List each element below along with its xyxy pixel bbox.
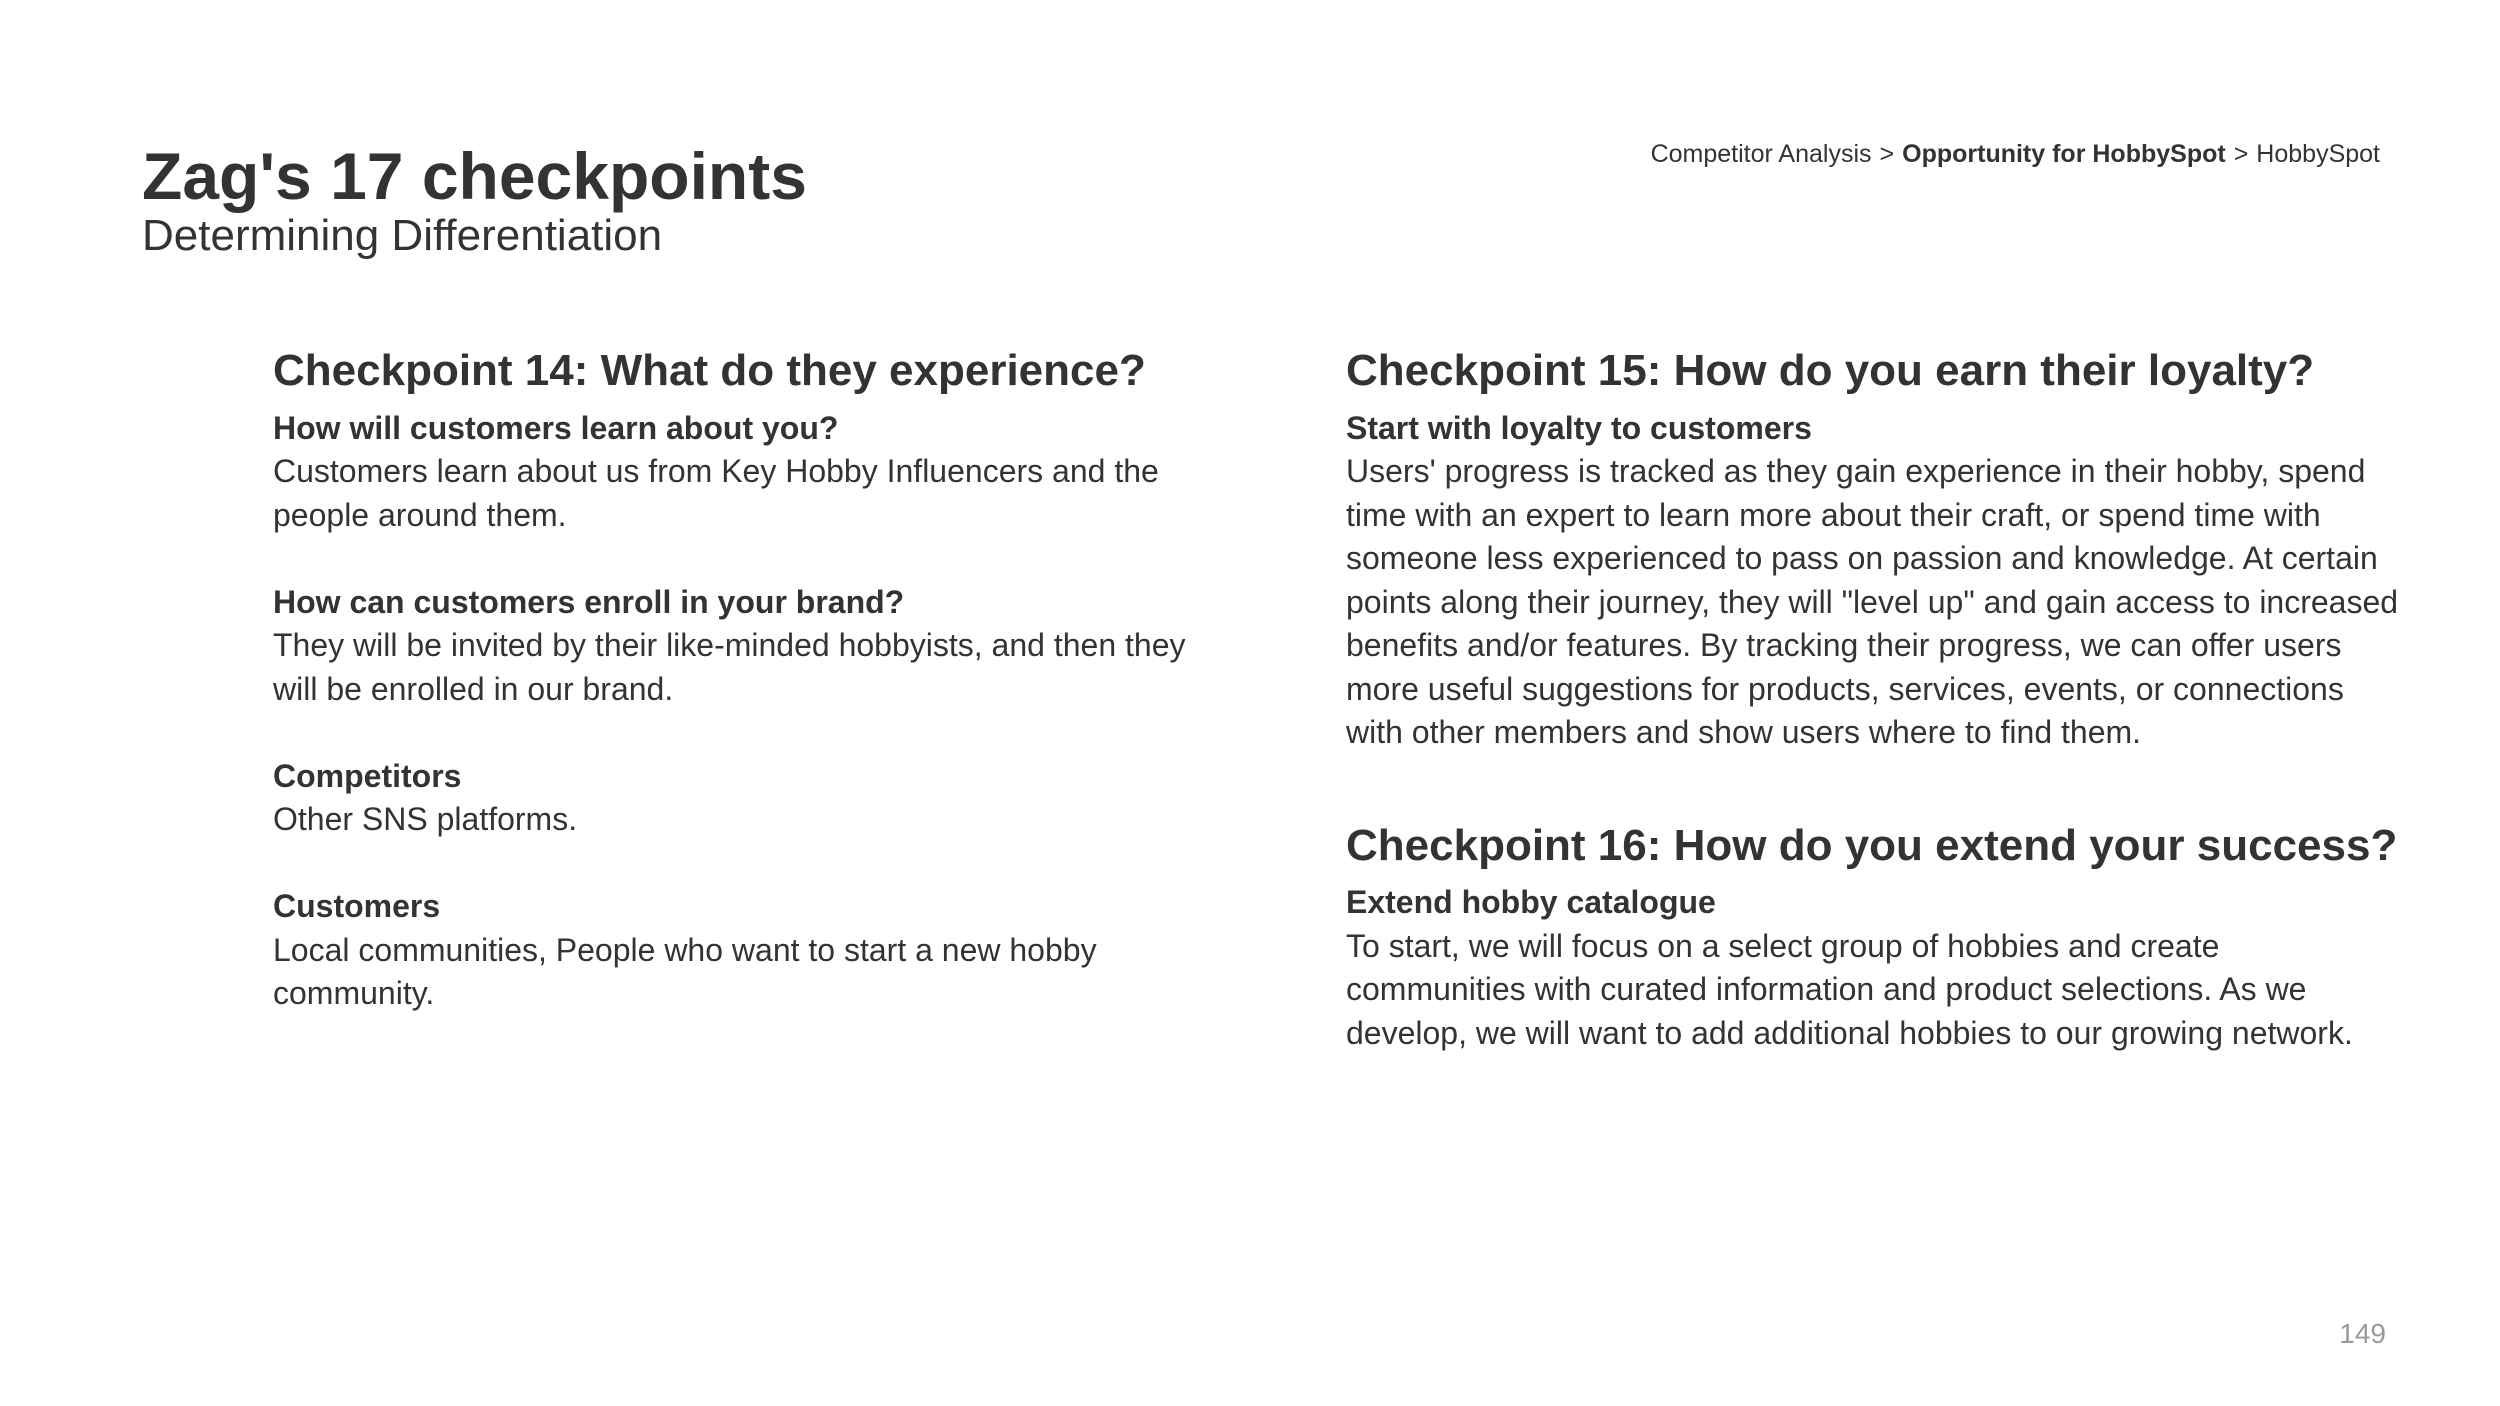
learn-about-block	[273, 407, 1233, 538]
block-text: Local communities, People who want to start a new hobby community.	[273, 931, 1097, 1012]
checkpoint-15-section	[1346, 346, 2406, 755]
checkpoint-15-heading: Checkpoint 15: How do you earn their loyalty?	[1346, 346, 2315, 395]
block-text: They will be invited by their like-minded hobbyists, and then they will be enrolled in our brand.	[273, 627, 1186, 707]
block-label: Extend hobby catalogue	[1346, 884, 1716, 921]
block-label: How can customers enroll in your brand?	[273, 583, 905, 620]
block-text: Other SNS platforms.	[273, 801, 578, 838]
block-label: Customers	[273, 888, 441, 925]
page-subtitle: Determining Differentiation	[142, 211, 663, 260]
breadcrumb-separator: >	[2233, 140, 2249, 168]
breadcrumb-item-hobbyspot[interactable]: HobbySpot	[2256, 140, 2380, 168]
checkpoint-16-heading: Checkpoint 16: How do you extend your success?	[1346, 820, 2398, 870]
page-title: Zag's 17 checkpoints	[142, 139, 807, 213]
block-text: Users' progress is tracked as they gain experience in their hobby, spend time with an expert to learn more about their craft, or spend time with someone less experienced to pass on passion and knowledge. At certain points along their journey, they will "level up" and gain access to increased benefits and/or features. By tracking their progress, we can offer users more useful suggestions for products, services, events, or connections with other members and show users where to find them.	[1346, 453, 2399, 751]
customers-block	[273, 885, 1233, 1016]
block-label: Competitors	[273, 757, 462, 794]
checkpoint-14-section	[273, 346, 1233, 1016]
breadcrumb	[1651, 140, 2380, 169]
block-label: Start with loyalty to customers	[1346, 409, 1812, 446]
enroll-block	[273, 581, 1233, 712]
checkpoint-16-section	[1346, 821, 2406, 1056]
breadcrumb-item-competitor-analysis[interactable]: Competitor Analysis	[1650, 140, 1872, 168]
competitors-block	[273, 755, 1233, 842]
page-number: 149	[2339, 1318, 2386, 1349]
block-text: Customers learn about us from Key Hobby Influencers and the people around them.	[273, 453, 1159, 533]
breadcrumb-separator: >	[1879, 140, 1895, 168]
block-label: How will customers learn about you?	[273, 409, 839, 446]
checkpoint-14-heading: Checkpoint 14: What do they experience?	[273, 346, 1146, 395]
block-text: To start, we will focus on a select group of hobbies and create communities with curated information and product selections. As we develop, we will want to add additional hobbies to our growing network.	[1346, 927, 2353, 1051]
checkpoint-right-column	[1346, 346, 2406, 1055]
breadcrumb-item-opportunity[interactable]: Opportunity for HobbySpot	[1902, 140, 2226, 168]
